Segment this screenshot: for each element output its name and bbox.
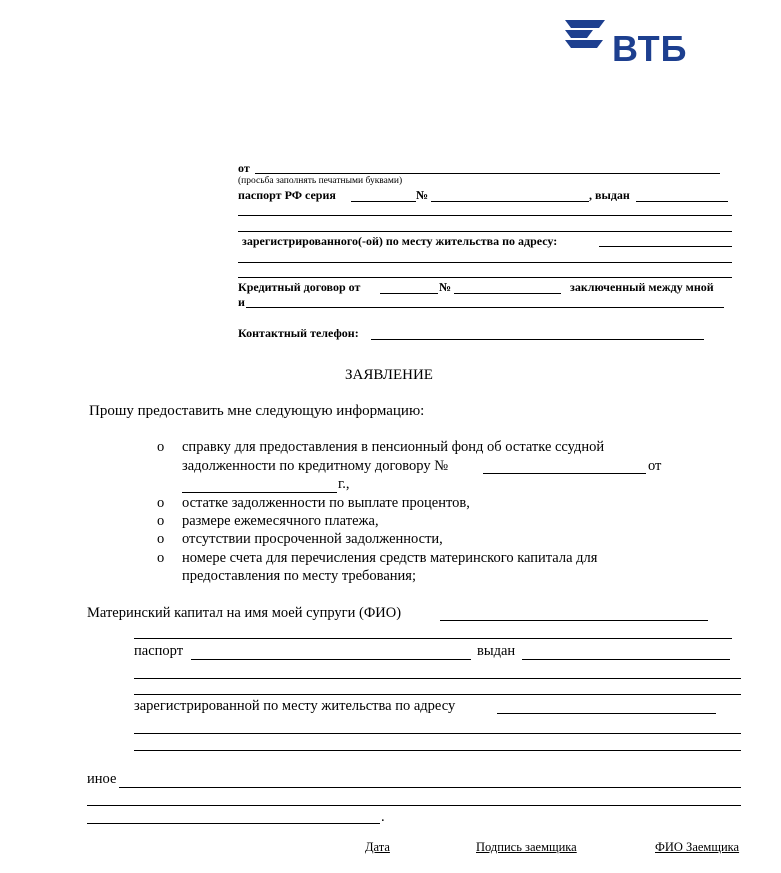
capital-passport-line[interactable]: [191, 659, 471, 660]
and-label: и: [238, 295, 245, 309]
item-1-from: от: [648, 458, 662, 474]
issued-label: , выдан: [589, 188, 630, 202]
registered-label: зарегистрированного(-ой) по месту жительства по адресу:: [242, 234, 558, 248]
credit-number-sign: №: [439, 280, 452, 294]
other-end-dot: .: [381, 809, 385, 825]
bullet-icon: o: [157, 550, 165, 566]
list-item-5-line-2: предоставления по месту требования;: [182, 568, 416, 584]
other-label: иное: [87, 771, 117, 787]
address-line-2[interactable]: [238, 262, 732, 263]
capital-label: Материнский капитал на имя моей супруги (ФИО): [87, 605, 402, 621]
bullet-icon: o: [157, 439, 165, 455]
list-item-3: размере ежемесячного платежа,: [182, 513, 379, 529]
bullet-icon: o: [157, 513, 165, 529]
capital-issued-line-3[interactable]: [134, 694, 741, 695]
capital-name-line[interactable]: [440, 620, 708, 621]
item-1-date-line[interactable]: [182, 492, 337, 493]
borrower-name-label: ФИО Заемщика: [655, 840, 740, 854]
passport-issued-line-2[interactable]: [238, 215, 732, 216]
signature-label: Подпись заемщика: [476, 840, 577, 854]
capital-address-line-3[interactable]: [134, 750, 741, 751]
passport-series-line[interactable]: [351, 201, 416, 202]
registered-address-line[interactable]: [599, 246, 732, 247]
item-1-year: г.,: [338, 476, 350, 492]
capital-passport-label: паспорт: [134, 643, 184, 659]
phone-label: Контактный телефон:: [238, 326, 359, 340]
capital-registered-label: зарегистрированной по месту жительства по адресу: [134, 698, 456, 714]
concluded-label: заключенный между мной: [570, 280, 714, 294]
passport-label: паспорт РФ серия: [238, 188, 336, 202]
phone-line[interactable]: [371, 339, 704, 340]
credit-label: Кредитный договор от: [238, 280, 361, 294]
other-line-1[interactable]: [119, 787, 741, 788]
item-1-number-line[interactable]: [483, 473, 646, 474]
bullet-icon: o: [157, 531, 165, 547]
credit-number-line[interactable]: [454, 293, 561, 294]
passport-number-line[interactable]: [431, 201, 589, 202]
request-intro: Прошу предоставить мне следующую информацию:: [89, 403, 425, 419]
credit-date-line[interactable]: [380, 293, 438, 294]
print-hint: (просьба заполнять печатными буквами): [238, 176, 403, 186]
capital-address-line-2[interactable]: [134, 733, 741, 734]
from-label: от: [238, 161, 250, 175]
from-line[interactable]: [255, 173, 720, 174]
capital-issued-label: выдан: [477, 643, 516, 659]
passport-number-sign: №: [416, 188, 429, 202]
list-item-5-line-1: номере счета для перечисления средств материнского капитала для: [182, 550, 598, 566]
vtb-logo-icon: [563, 18, 607, 52]
capital-address-line[interactable]: [497, 713, 716, 714]
other-line-3[interactable]: [87, 823, 380, 824]
list-item-1-line-1: справку для предоставления в пенсионный фонд об остатке ссудной: [182, 439, 605, 455]
bullet-icon: o: [157, 495, 165, 511]
list-item-4: отсутствии просроченной задолженности,: [182, 531, 443, 547]
capital-issued-line-2[interactable]: [134, 678, 741, 679]
address-line-3[interactable]: [238, 277, 732, 278]
list-item-1-line-2: задолженности по кредитному договору №: [182, 458, 449, 474]
issued-line[interactable]: [636, 201, 728, 202]
page-title: ЗАЯВЛЕНИЕ: [345, 367, 433, 383]
other-line-2[interactable]: [87, 805, 741, 806]
date-label: Дата: [365, 840, 390, 854]
vtb-logo-text: ВТБ: [612, 28, 688, 69]
passport-issued-line-3[interactable]: [238, 231, 732, 232]
capital-issued-line[interactable]: [522, 659, 730, 660]
capital-name-line-2[interactable]: [134, 638, 732, 639]
counterparty-line[interactable]: [246, 307, 724, 308]
list-item-2: остатке задолженности по выплате процентов,: [182, 495, 470, 511]
